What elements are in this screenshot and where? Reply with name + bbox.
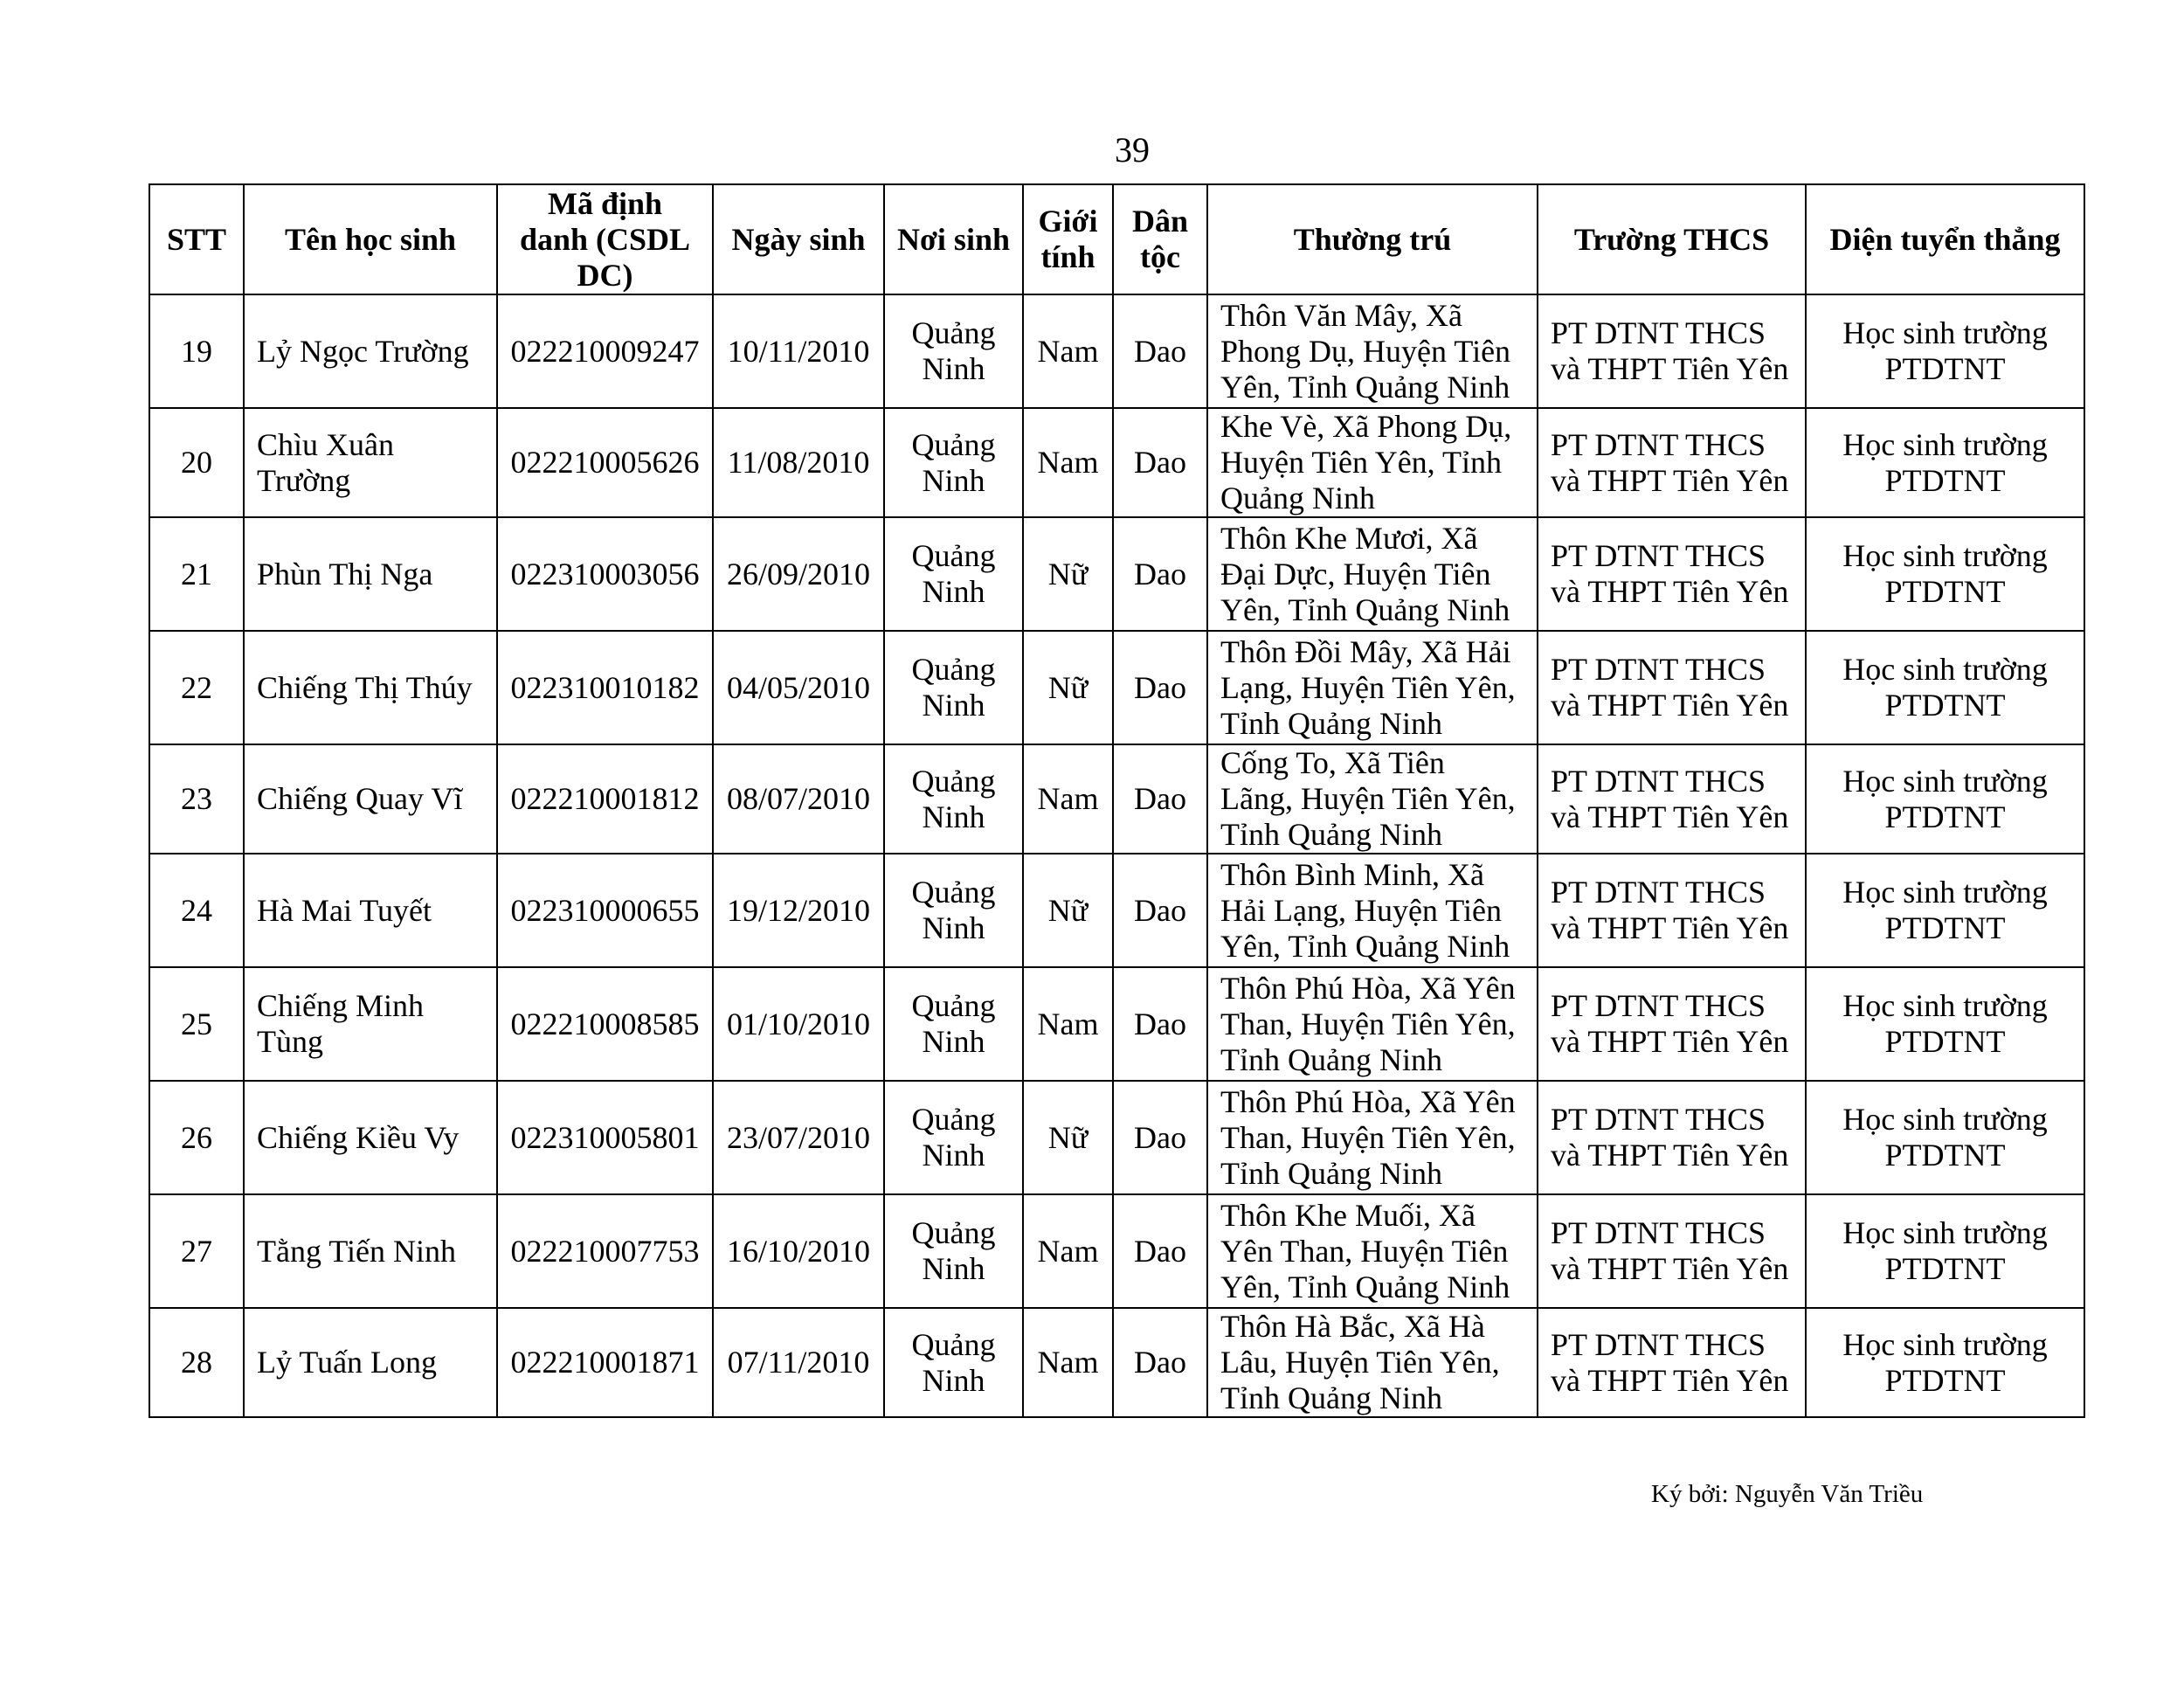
table-row [149, 1194, 2084, 1308]
signed-by-note: Ký bởi: Nguyễn Văn Triều [1651, 1480, 1924, 1508]
cell-birthplace: Quảng Ninh [884, 408, 1023, 517]
cell-school: PT DTNT THCS và THPT Tiên Yên [1538, 408, 1806, 517]
cell-gender: Nữ [1023, 854, 1113, 967]
cell-birth-date: 01/10/2010 [713, 967, 884, 1081]
table-row [149, 294, 2084, 408]
cell-ethnicity: Dao [1113, 517, 1207, 631]
cell-birthplace: Quảng Ninh [884, 967, 1023, 1081]
header-gender: Giới tính [1023, 184, 1113, 294]
cell-student-name: Chiếng Quay Vĩ [244, 744, 497, 854]
cell-birthplace: Quảng Ninh [884, 517, 1023, 631]
table-row [149, 1081, 2084, 1194]
table-row [149, 408, 2084, 517]
cell-student-name: Hà Mai Tuyết [244, 854, 497, 967]
cell-address: Thôn Phú Hòa, Xã Yên Than, Huyện Tiên Yên, Tỉnh Quảng Ninh [1207, 967, 1538, 1081]
cell-address: Thôn Đồi Mây, Xã Hải Lạng, Huyện Tiên Yên, Tỉnh Quảng Ninh [1207, 631, 1538, 744]
cell-stt: 28 [149, 1308, 244, 1417]
cell-admission-category: Học sinh trường PTDTNT [1806, 1308, 2084, 1417]
cell-admission-category: Học sinh trường PTDTNT [1806, 1081, 2084, 1194]
cell-birth-date: 10/11/2010 [713, 294, 884, 408]
cell-address: Thôn Hà Bắc, Xã Hà Lâu, Huyện Tiên Yên, Tỉnh Quảng Ninh [1207, 1308, 1538, 1417]
cell-student-name: Tằng Tiến Ninh [244, 1194, 497, 1308]
cell-admission-category: Học sinh trường PTDTNT [1806, 744, 2084, 854]
cell-ethnicity: Dao [1113, 294, 1207, 408]
cell-birthplace: Quảng Ninh [884, 1081, 1023, 1194]
cell-birth-date: 26/09/2010 [713, 517, 884, 631]
cell-school: PT DTNT THCS và THPT Tiên Yên [1538, 1308, 1806, 1417]
cell-stt: 26 [149, 1081, 244, 1194]
cell-address: Thôn Phú Hòa, Xã Yên Than, Huyện Tiên Yên, Tỉnh Quảng Ninh [1207, 1081, 1538, 1194]
cell-admission-category: Học sinh trường PTDTNT [1806, 294, 2084, 408]
cell-ethnicity: Dao [1113, 744, 1207, 854]
header-id-code: Mã định danh (CSDL DC) [497, 184, 713, 294]
cell-school: PT DTNT THCS và THPT Tiên Yên [1538, 1194, 1806, 1308]
cell-student-name: Lỷ Tuấn Long [244, 1308, 497, 1417]
table-row [149, 744, 2084, 854]
cell-address: Thôn Bình Minh, Xã Hải Lạng, Huyện Tiên Yên, Tỉnh Quảng Ninh [1207, 854, 1538, 967]
header-address: Thường trú [1207, 184, 1538, 294]
cell-stt: 25 [149, 967, 244, 1081]
cell-admission-category: Học sinh trường PTDTNT [1806, 517, 2084, 631]
cell-address: Thôn Khe Muối, Xã Yên Than, Huyện Tiên Yên, Tỉnh Quảng Ninh [1207, 1194, 1538, 1308]
header-birthplace: Nơi sinh [884, 184, 1023, 294]
cell-gender: Nam [1023, 294, 1113, 408]
cell-birth-date: 16/10/2010 [713, 1194, 884, 1308]
cell-id-code: 022210001871 [497, 1308, 713, 1417]
cell-id-code: 022310003056 [497, 517, 713, 631]
cell-id-code: 022310000655 [497, 854, 713, 967]
cell-ethnicity: Dao [1113, 631, 1207, 744]
cell-school: PT DTNT THCS và THPT Tiên Yên [1538, 967, 1806, 1081]
cell-gender: Nam [1023, 967, 1113, 1081]
cell-student-name: Chiếng Minh Tùng [244, 967, 497, 1081]
cell-gender: Nam [1023, 1308, 1113, 1417]
cell-stt: 23 [149, 744, 244, 854]
header-student-name: Tên học sinh [244, 184, 497, 294]
table-header-row [149, 184, 2084, 294]
cell-stt: 21 [149, 517, 244, 631]
cell-gender: Nữ [1023, 631, 1113, 744]
table-row [149, 854, 2084, 967]
cell-school: PT DTNT THCS và THPT Tiên Yên [1538, 854, 1806, 967]
cell-school: PT DTNT THCS và THPT Tiên Yên [1538, 631, 1806, 744]
cell-birth-date: 23/07/2010 [713, 1081, 884, 1194]
cell-gender: Nam [1023, 1194, 1113, 1308]
cell-id-code: 022210008585 [497, 967, 713, 1081]
cell-birth-date: 08/07/2010 [713, 744, 884, 854]
cell-school: PT DTNT THCS và THPT Tiên Yên [1538, 517, 1806, 631]
cell-admission-category: Học sinh trường PTDTNT [1806, 631, 2084, 744]
cell-stt: 24 [149, 854, 244, 967]
cell-ethnicity: Dao [1113, 1081, 1207, 1194]
header-admission-category: Diện tuyển thẳng [1806, 184, 2084, 294]
cell-birthplace: Quảng Ninh [884, 744, 1023, 854]
header-ethnicity: Dân tộc [1113, 184, 1207, 294]
cell-id-code: 022210007753 [497, 1194, 713, 1308]
cell-birth-date: 19/12/2010 [713, 854, 884, 967]
cell-stt: 22 [149, 631, 244, 744]
cell-student-name: Lỷ Ngọc Trường [244, 294, 497, 408]
cell-school: PT DTNT THCS và THPT Tiên Yên [1538, 1081, 1806, 1194]
student-table [149, 183, 2085, 1418]
cell-address: Thôn Văn Mây, Xã Phong Dụ, Huyện Tiên Yên, Tỉnh Quảng Ninh [1207, 294, 1538, 408]
cell-address: Khe Vè, Xã Phong Dụ, Huyện Tiên Yên, Tỉnh Quảng Ninh [1207, 408, 1538, 517]
cell-ethnicity: Dao [1113, 408, 1207, 517]
cell-school: PT DTNT THCS và THPT Tiên Yên [1538, 294, 1806, 408]
cell-student-name: Chiếng Thị Thúy [244, 631, 497, 744]
cell-school: PT DTNT THCS và THPT Tiên Yên [1538, 744, 1806, 854]
cell-id-code: 022210009247 [497, 294, 713, 408]
cell-admission-category: Học sinh trường PTDTNT [1806, 854, 2084, 967]
cell-gender: Nam [1023, 408, 1113, 517]
cell-id-code: 022310005801 [497, 1081, 713, 1194]
cell-birthplace: Quảng Ninh [884, 1308, 1023, 1417]
cell-admission-category: Học sinh trường PTDTNT [1806, 967, 2084, 1081]
page-number: 39 [1115, 130, 1150, 169]
cell-birthplace: Quảng Ninh [884, 1194, 1023, 1308]
cell-student-name: Chiếng Kiều Vy [244, 1081, 497, 1194]
cell-gender: Nữ [1023, 1081, 1113, 1194]
cell-id-code: 022310010182 [497, 631, 713, 744]
cell-address: Cống To, Xã Tiên Lãng, Huyện Tiên Yên, Tỉnh Quảng Ninh [1207, 744, 1538, 854]
cell-admission-category: Học sinh trường PTDTNT [1806, 1194, 2084, 1308]
cell-ethnicity: Dao [1113, 1194, 1207, 1308]
cell-address: Thôn Khe Mươi, Xã Đại Dực, Huyện Tiên Yên, Tỉnh Quảng Ninh [1207, 517, 1538, 631]
cell-id-code: 022210005626 [497, 408, 713, 517]
table-row [149, 631, 2084, 744]
cell-birth-date: 07/11/2010 [713, 1308, 884, 1417]
cell-stt: 19 [149, 294, 244, 408]
table-row [149, 967, 2084, 1081]
header-birth-date: Ngày sinh [713, 184, 884, 294]
cell-stt: 27 [149, 1194, 244, 1308]
cell-birthplace: Quảng Ninh [884, 294, 1023, 408]
cell-ethnicity: Dao [1113, 967, 1207, 1081]
cell-birthplace: Quảng Ninh [884, 854, 1023, 967]
table-row [149, 517, 2084, 631]
header-school: Trường THCS [1538, 184, 1806, 294]
cell-ethnicity: Dao [1113, 854, 1207, 967]
cell-student-name: Chìu Xuân Trường [244, 408, 497, 517]
cell-birthplace: Quảng Ninh [884, 631, 1023, 744]
cell-admission-category: Học sinh trường PTDTNT [1806, 408, 2084, 517]
cell-ethnicity: Dao [1113, 1308, 1207, 1417]
cell-gender: Nam [1023, 744, 1113, 854]
cell-birth-date: 11/08/2010 [713, 408, 884, 517]
cell-id-code: 022210001812 [497, 744, 713, 854]
table-row [149, 1308, 2084, 1417]
cell-gender: Nữ [1023, 517, 1113, 631]
cell-stt: 20 [149, 408, 244, 517]
header-stt: STT [149, 184, 244, 294]
cell-birth-date: 04/05/2010 [713, 631, 884, 744]
cell-student-name: Phùn Thị Nga [244, 517, 497, 631]
